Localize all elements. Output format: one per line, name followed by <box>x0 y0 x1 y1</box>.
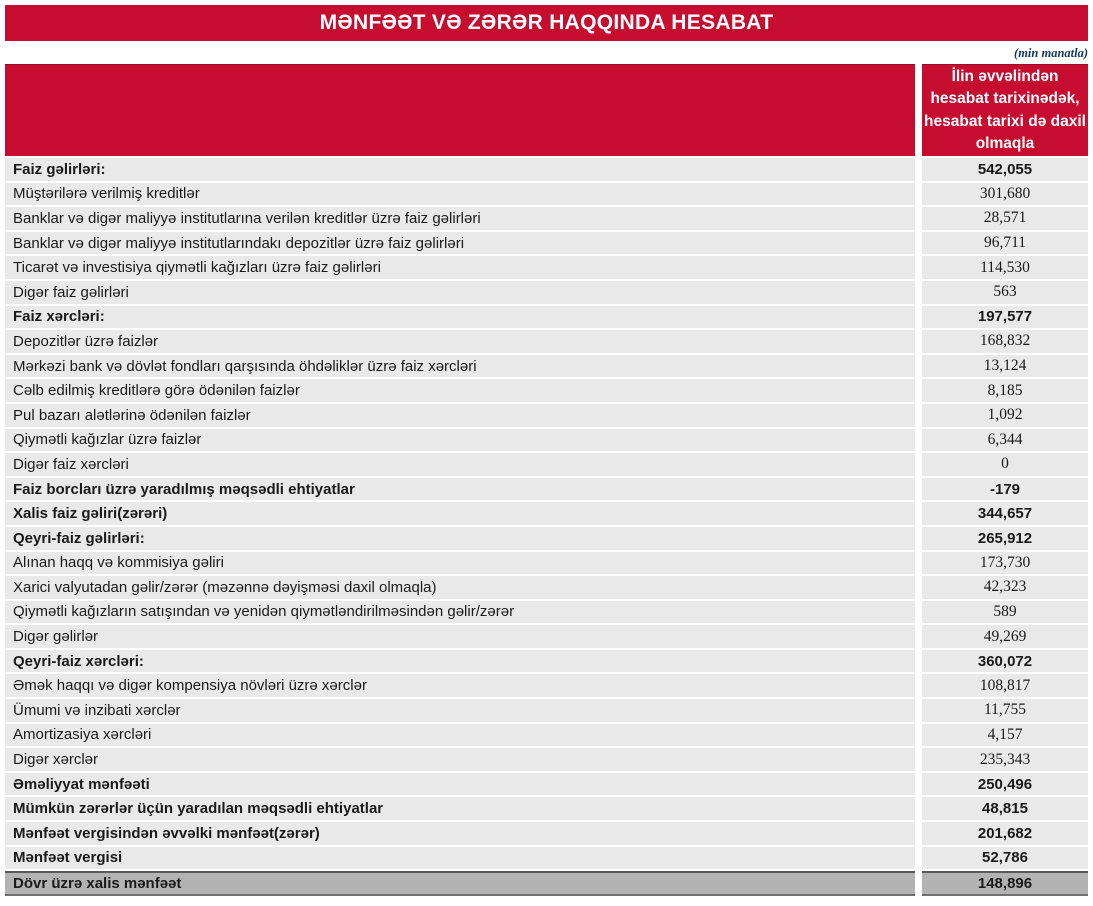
table-row <box>5 256 1088 281</box>
row-label: Banklar və digər maliyyə institutlarındakı depozitlər üzrə faiz gəlirləri <box>5 232 915 255</box>
row-value: 1,092 <box>922 404 1088 427</box>
row-value: 344,657 <box>922 502 1088 525</box>
row-value: 197,577 <box>922 306 1088 329</box>
row-label: Faiz borcları üzrə yaradılmış məqsədli ehtiyatlar <box>5 478 915 501</box>
row-label: Ümumi və inzibati xərclər <box>5 699 915 722</box>
table-row <box>5 207 1088 232</box>
row-value: 563 <box>922 281 1088 304</box>
row-value: 52,786 <box>922 847 1088 870</box>
row-label: Əmək haqqı və digər kompensiya növləri üzrə xərclər <box>5 674 915 697</box>
table-header-row <box>5 64 1088 156</box>
table-row <box>5 379 1088 404</box>
row-label: Qiymətli kağızlar üzrə faizlər <box>5 429 915 452</box>
row-label: Faiz gəlirləri: <box>5 158 915 181</box>
row-label: Qiymətli kağızların satışından və yenidən qiymətləndirilməsindən gəlir/zərər <box>5 601 915 624</box>
row-value: 173,730 <box>922 552 1088 575</box>
table-row <box>5 404 1088 429</box>
table-row <box>5 429 1088 454</box>
table-row <box>5 552 1088 577</box>
table-row-total <box>5 871 1088 896</box>
table-row <box>5 625 1088 650</box>
row-value: 6,344 <box>922 429 1088 452</box>
row-label: Qeyri-faiz xərcləri: <box>5 650 915 673</box>
row-label: Alınan haqq və kommisiya gəliri <box>5 552 915 575</box>
table-row <box>5 502 1088 527</box>
pnl-table <box>5 64 1088 896</box>
row-label: Cəlb edilmiş kreditlərə görə ödənilən faizlər <box>5 379 915 402</box>
row-value: 4,157 <box>922 724 1088 747</box>
row-value: 114,530 <box>922 256 1088 279</box>
row-label: Digər xərclər <box>5 748 915 771</box>
row-label: Xalis faiz gəliri(zərəri) <box>5 502 915 525</box>
row-value: -179 <box>922 478 1088 501</box>
row-label: Əməliyyat mənfəəti <box>5 773 915 796</box>
row-label: Pul bazarı alətlərinə ödənilən faizlər <box>5 404 915 427</box>
table-row <box>5 281 1088 306</box>
row-label: Mümkün zərərlər üçün yaradılan məqsədli ehtiyatlar <box>5 797 915 820</box>
row-label: Qeyri-faiz gəlirləri: <box>5 527 915 550</box>
table-row <box>5 355 1088 380</box>
row-value: 301,680 <box>922 183 1088 206</box>
page-title: MƏNFƏƏT VƏ ZƏRƏR HAQQINDA HESABAT <box>319 11 774 34</box>
row-label: Dövr üzrə xalis mənfəət <box>5 871 915 896</box>
table-row <box>5 822 1088 847</box>
row-value: 108,817 <box>922 674 1088 697</box>
report-title-banner <box>5 5 1088 41</box>
row-label: Mərkəzi bank və dövlət fondları qarşısında öhdəliklər üzrə faiz xərcləri <box>5 355 915 378</box>
row-value: 148,896 <box>922 871 1088 896</box>
table-row <box>5 232 1088 257</box>
row-value: 49,269 <box>922 625 1088 648</box>
row-value: 0 <box>922 453 1088 476</box>
row-value: 42,323 <box>922 576 1088 599</box>
table-row <box>5 330 1088 355</box>
table-row <box>5 576 1088 601</box>
row-value: 28,571 <box>922 207 1088 230</box>
row-label: Digər faiz xərcləri <box>5 453 915 476</box>
row-value: 542,055 <box>922 158 1088 181</box>
row-value: 201,682 <box>922 822 1088 845</box>
row-label: Digər gəlirlər <box>5 625 915 648</box>
table-row <box>5 453 1088 478</box>
row-label: Depozitlər üzrə faizlər <box>5 330 915 353</box>
row-value: 250,496 <box>922 773 1088 796</box>
row-value: 265,912 <box>922 527 1088 550</box>
row-value: 13,124 <box>922 355 1088 378</box>
row-value: 235,343 <box>922 748 1088 771</box>
row-value: 8,185 <box>922 379 1088 402</box>
header-period-cell: İlin əvvəlindən hesabat tarixinədək, hesabat tarixi də daxil olmaqla <box>922 64 1088 156</box>
row-label: Müştərilərə verilmiş kreditlər <box>5 183 915 206</box>
row-value: 48,815 <box>922 797 1088 820</box>
row-label: Banklar və digər maliyyə institutlarına verilən kreditlər üzrə faiz gəlirləri <box>5 207 915 230</box>
table-row <box>5 797 1088 822</box>
row-value: 168,832 <box>922 330 1088 353</box>
table-row <box>5 674 1088 699</box>
header-empty-cell <box>5 64 915 156</box>
table-row <box>5 601 1088 626</box>
row-label: Faiz xərcləri: <box>5 306 915 329</box>
table-row <box>5 158 1088 183</box>
table-body <box>5 158 1088 896</box>
table-row <box>5 724 1088 749</box>
row-label: Digər faiz gəlirləri <box>5 281 915 304</box>
table-row <box>5 748 1088 773</box>
table-row <box>5 478 1088 503</box>
row-label: Amortizasiya xərcləri <box>5 724 915 747</box>
row-value: 11,755 <box>922 699 1088 722</box>
unit-note: (min manatla) <box>1014 46 1088 60</box>
table-row <box>5 650 1088 675</box>
table-row <box>5 306 1088 331</box>
row-label: Mənfəət vergisi <box>5 847 915 870</box>
row-label: Xarici valyutadan gəlir/zərər (məzənnə dəyişməsi daxil olmaqla) <box>5 576 915 599</box>
row-label: Ticarət və investisiya qiymətli kağızları üzrə faiz gəlirləri <box>5 256 915 279</box>
table-row <box>5 183 1088 208</box>
table-row <box>5 847 1088 872</box>
row-value: 96,711 <box>922 232 1088 255</box>
table-row <box>5 527 1088 552</box>
table-row <box>5 773 1088 798</box>
row-value: 360,072 <box>922 650 1088 673</box>
row-value: 589 <box>922 601 1088 624</box>
row-label: Mənfəət vergisindən əvvəlki mənfəət(zərər) <box>5 822 915 845</box>
table-row <box>5 699 1088 724</box>
